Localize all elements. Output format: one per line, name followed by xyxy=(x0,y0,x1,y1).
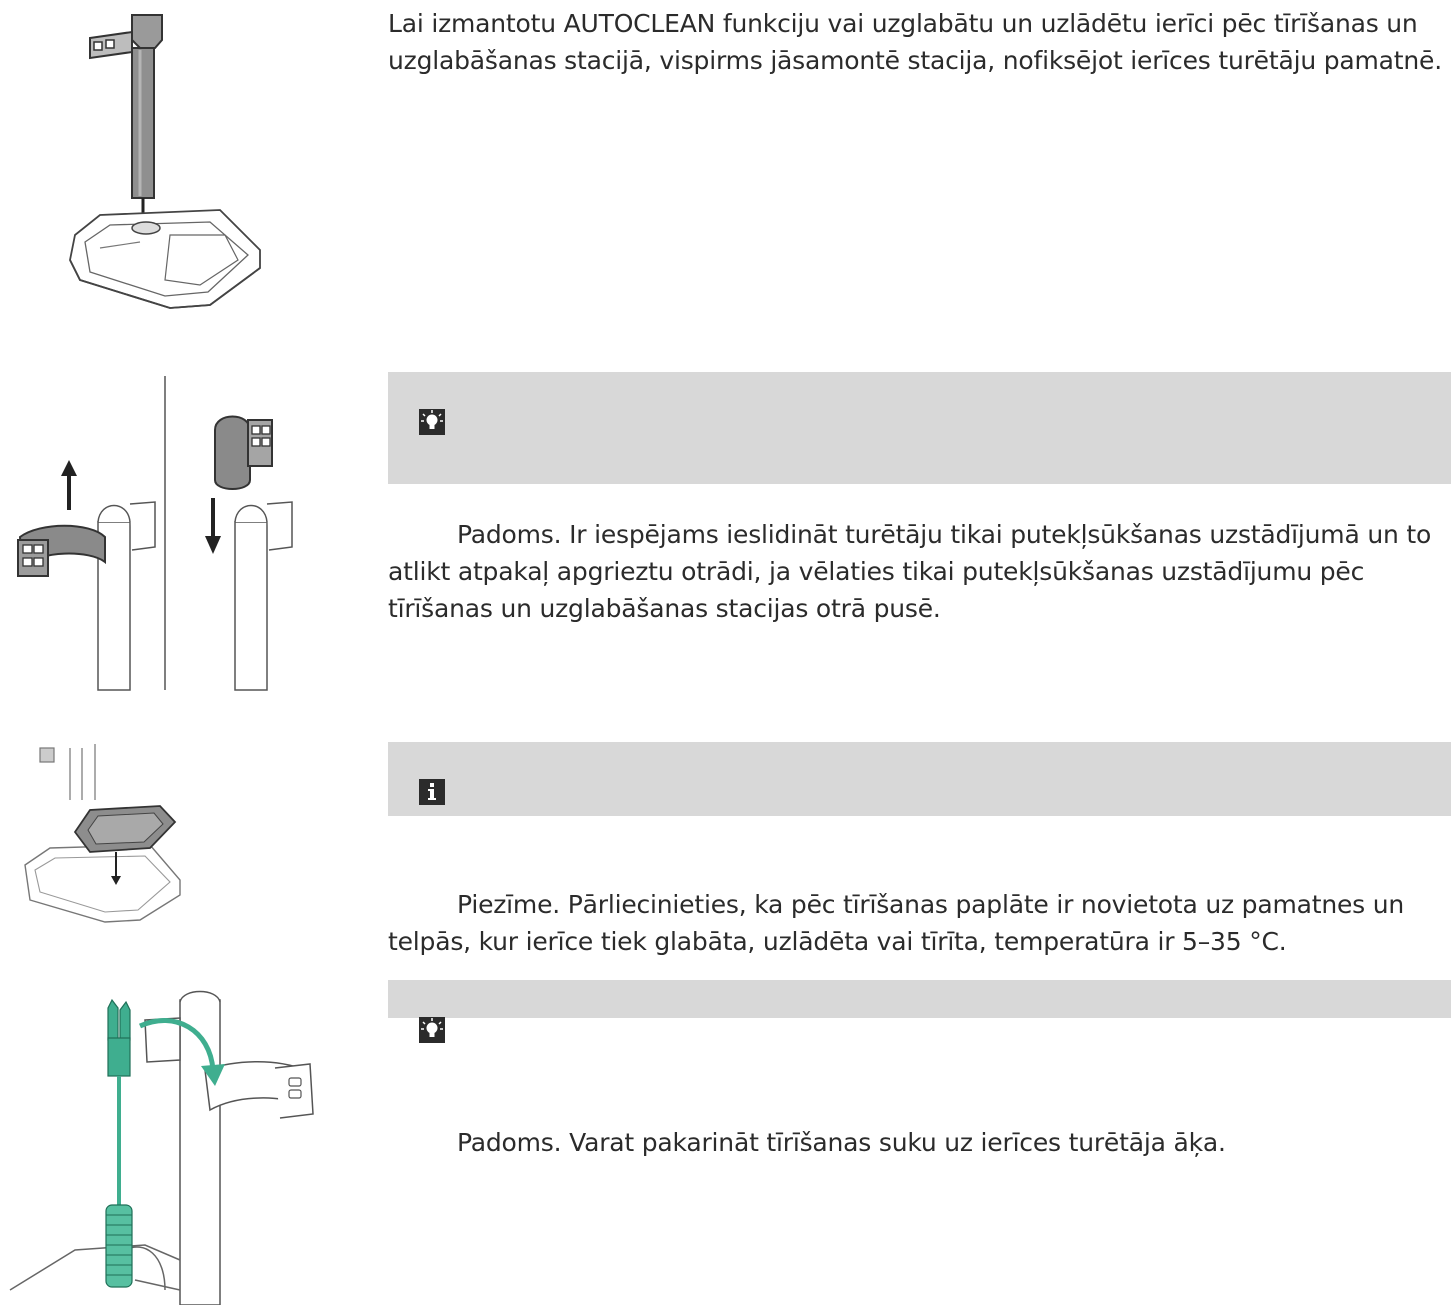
tip-box-holder xyxy=(388,372,1451,623)
lightbulb-icon xyxy=(419,1017,445,1043)
brush-hook-illustration xyxy=(5,990,325,1305)
note-text: Piezīme. Pārliecinieties, ka pēc tīrīšanas paplāte ir novietota uz pamatnes un telpās, kur ierīce tiek glabāta, uzlādēta vai tīrīta, temperatūra ir 5–35 °C. xyxy=(388,890,1412,956)
holder-into-base-illustration xyxy=(60,10,270,315)
tray-on-base-illustration xyxy=(20,740,190,925)
holder-flip-illustration xyxy=(10,372,310,692)
autoclean-setup-text: Lai izmantotu AUTOCLEAN funkciju vai uzglabātu un uzlādētu ierīci pēc tīrīšanas un uzglabāšanas stacijā, vispirms jāsamontē stacija, nofiksējot ierīces turētāju pamatnē. xyxy=(388,9,1442,75)
tip-text: Padoms. Ir iespējams ieslidināt turētāju tikai putekļsūkšanas uzstādījumā un to atlikt atpakaļ apgrieztu otrādi, ja vēlaties tikai putekļsūkšanas uzstādījumu pēc tīrīšanas un uzglabāšanas stacijas otrā pusē. xyxy=(388,520,1439,623)
lightbulb-icon xyxy=(419,409,445,435)
info-icon xyxy=(419,779,445,805)
tip-box-brush xyxy=(388,980,1451,1157)
tip-text: Padoms. Varat pakarināt tīrīšanas suku uz ierīces turētāja āķa. xyxy=(457,1128,1226,1157)
note-box-temperature xyxy=(388,742,1451,956)
